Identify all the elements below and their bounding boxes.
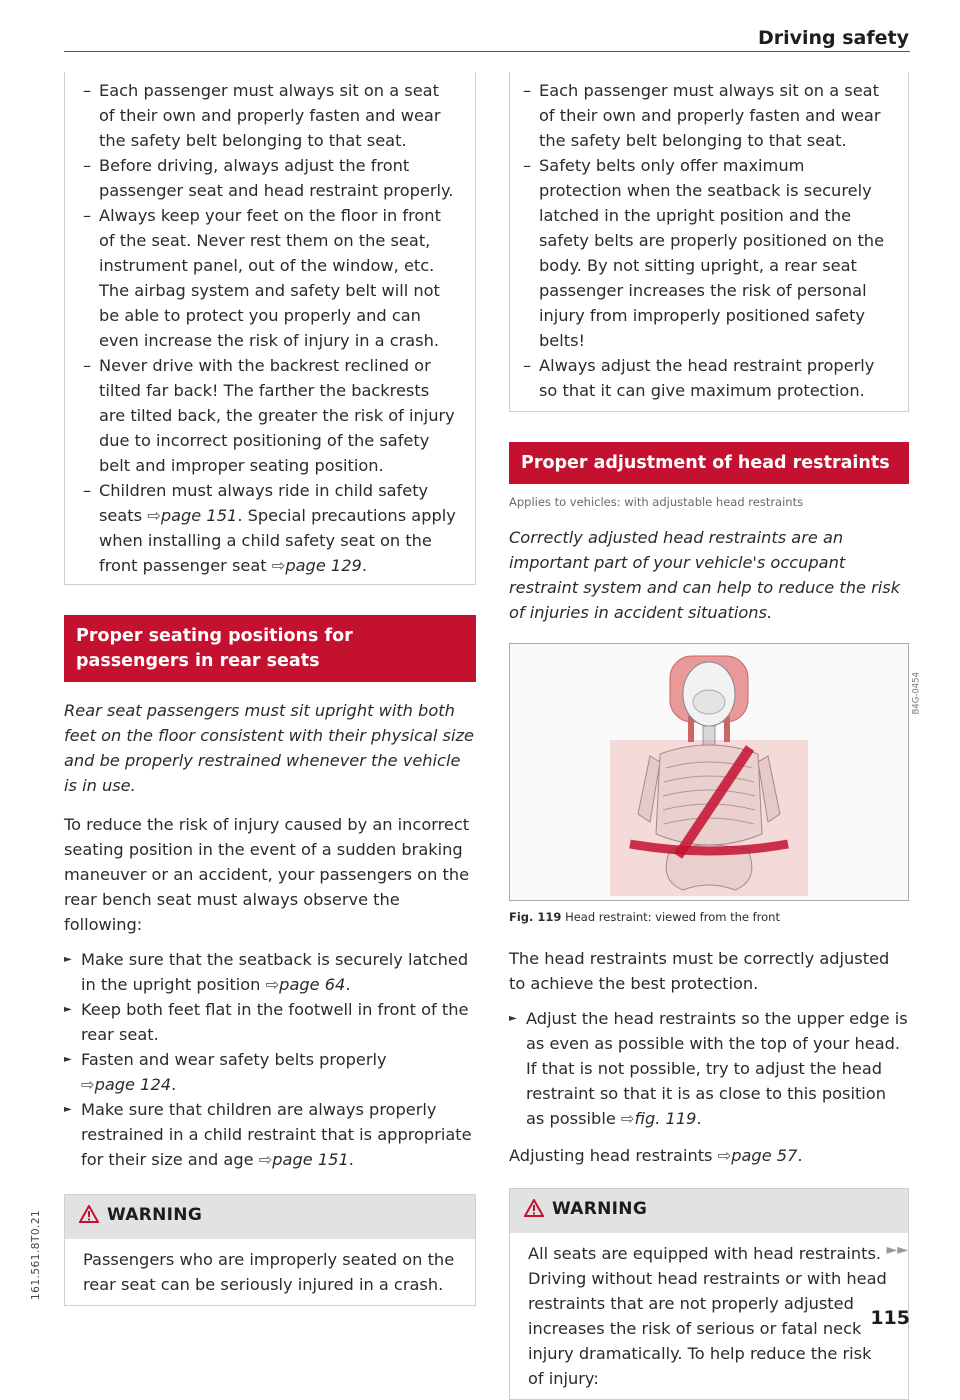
list-item: – Never drive with the backrest reclined or tilted far back! The farther the backrests are tilted back, the greater the risk of injury due to incorrect positioning of the safety belt and improper seating position.: [83, 353, 459, 478]
page-ref-link[interactable]: page 57: [731, 1146, 798, 1165]
right-continued-box: [509, 72, 909, 412]
step-text: Make sure that the seatback is securely latched in the upright position: [81, 950, 469, 994]
left-column: [64, 72, 476, 1306]
step-text: .: [696, 1109, 702, 1128]
step-text: Make sure that children are always properly restrained in a child restraint that is appropriate for their size and age: [81, 1100, 472, 1169]
body-paragraph: The head restraints must be correctly adjusted to achieve the best protection.: [509, 949, 890, 993]
left-continued-box: [64, 72, 476, 585]
step-text: .: [348, 1150, 354, 1169]
list-item: – Safety belts only offer maximum protection when the seatback is securely latched in the upright position and the safety belts are properly positioned on the body. By not sitting upright, a rear seat passenger increases the risk of personal injury from improperly positioned safety belts!: [523, 153, 892, 353]
page-number: 115: [870, 1307, 910, 1329]
ref-arrow-icon: ⇨: [81, 1075, 95, 1094]
warning-header: [64, 1194, 476, 1239]
warning-header: [509, 1188, 909, 1233]
ref-arrow-icon: ⇨: [271, 556, 286, 575]
list-item: – Always adjust the head restraint properly so that it can give maximum protection.: [523, 353, 892, 403]
continue-arrow-icon: ►►: [886, 1242, 908, 1258]
left-dash-list: [83, 78, 459, 578]
warning-body: All seats are equipped with head restraints. Driving without head restraints or with head restraints that are not properly adjusted increases the risk of serious or fatal neck injury dramatically. To help reduce the risk of injury:: [509, 1233, 909, 1400]
header-rule: [64, 51, 910, 52]
list-item: [83, 478, 459, 578]
ref-arrow-icon: ⇨: [258, 1150, 273, 1169]
warning-title: WARNING: [107, 1205, 203, 1225]
section-heading-head-restraints: Proper adjustment of head restraints: [509, 442, 909, 484]
step-item: [64, 947, 476, 997]
step-item: [64, 1097, 476, 1172]
warning-triangle-icon: [79, 1205, 99, 1231]
step-text: Keep both feet flat in the footwell in front of the rear seat.: [81, 1000, 469, 1044]
page-ref-link[interactable]: page 151: [160, 506, 238, 525]
running-head: Driving safety: [757, 27, 909, 49]
ref-arrow-icon: ⇨: [147, 506, 161, 525]
figure-head-restraint: [509, 643, 922, 901]
body-paragraph: To reduce the risk of injury caused by an incorrect seating position in the event of a sudden braking maneuver or an accident, your passengers on the rear bench seat must always observe the following:: [64, 815, 470, 934]
fig-ref-link[interactable]: fig. 119: [634, 1109, 697, 1128]
section-intro: Rear seat passengers must sit upright with both feet on the floor consistent with their physical size and be properly restrained whenever the vehicle is in use.: [64, 701, 474, 795]
adjusting-line: [509, 1143, 909, 1168]
steps-list: [64, 947, 476, 1172]
item-text: .: [361, 556, 367, 575]
section-intro: Correctly adjusted head restraints are an important part of your vehicle's occupant restraint system and can help to reduce the risk of injuries in accident situations.: [509, 528, 901, 622]
page-ref-link[interactable]: page 151: [272, 1150, 349, 1169]
steps-list: [509, 1006, 909, 1131]
step-item: [509, 1006, 909, 1131]
page-ref-link[interactable]: page 124: [94, 1075, 172, 1094]
adjusting-text: Adjusting head restraints: [509, 1146, 718, 1165]
ref-arrow-icon: ⇨: [717, 1146, 732, 1165]
list-item: – Always keep your feet on the floor in front of the seat. Never rest them on the seat, instrument panel, out of the window, etc. The airbag system and safety belt will not be able to protect you properly and can even increase the risk of injury in a crash.: [83, 203, 459, 353]
step-text: Fasten and wear safety belts properly: [81, 1050, 387, 1069]
side-code: 161.561.8T0.21: [30, 1209, 42, 1300]
warning-triangle-icon: [524, 1199, 544, 1225]
list-item: – Before driving, always adjust the front passenger seat and head restraint properly.: [83, 153, 459, 203]
skeleton-illustration: [510, 644, 908, 898]
applies-note: Applies to vehicles: with adjustable head restraints: [509, 495, 804, 509]
step-item: [64, 997, 476, 1047]
warning-title: WARNING: [552, 1199, 648, 1219]
step-text: .: [345, 975, 351, 994]
list-item: – Each passenger must always sit on a seat of their own and properly fasten and wear the safety belt belonging to that seat.: [83, 78, 459, 153]
page-ref-link[interactable]: page 64: [279, 975, 346, 994]
item-text: Children must always ride in child safety seats: [99, 481, 429, 525]
step-text: Adjust the head restraints so the upper edge is as even as possible with the top of your head. If that is not possible, try to adjust the head restraint so that it is as close to this position as possible: [526, 1009, 908, 1128]
section-heading-rear-seats: Proper seating positions for passengers in rear seats: [64, 615, 476, 682]
warning-body: Passengers who are improperly seated on the rear seat can be seriously injured in a crash.: [64, 1239, 476, 1306]
right-column: [509, 72, 922, 1400]
item-text: . Special precautions apply when installing a child safety seat on the front passenger seat: [99, 506, 456, 575]
caption-text: Head restraint: viewed from the front: [565, 910, 780, 924]
ref-arrow-icon: ⇨: [620, 1109, 635, 1128]
right-dash-list: [523, 78, 892, 403]
caption-label: Fig. 119: [509, 910, 562, 924]
page-ref-link[interactable]: page 129: [285, 556, 362, 575]
ref-arrow-icon: ⇨: [265, 975, 280, 994]
list-item: – Each passenger must always sit on a seat of their own and properly fasten and wear the safety belt belonging to that seat.: [523, 78, 892, 153]
figure-caption: [509, 905, 909, 930]
step-item: [64, 1047, 476, 1097]
figure-code: B4G-0454: [912, 672, 922, 715]
adjusting-text: .: [797, 1146, 803, 1165]
step-text: .: [171, 1075, 177, 1094]
